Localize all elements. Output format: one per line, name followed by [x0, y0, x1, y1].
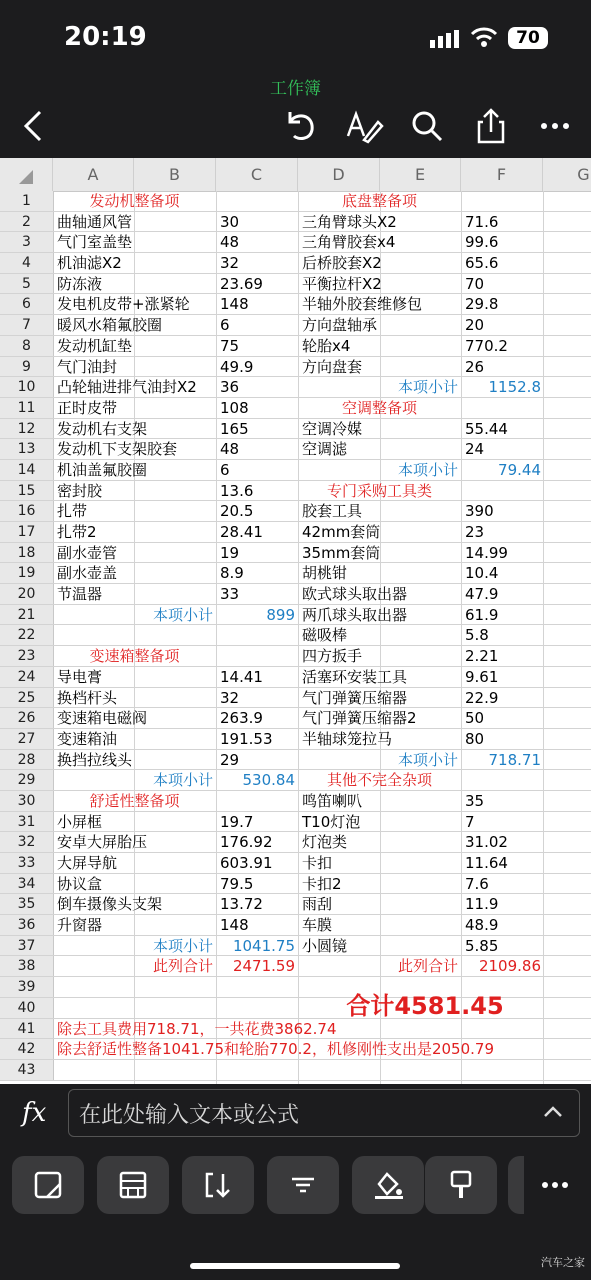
- cell-value[interactable]: 11.64: [465, 854, 508, 872]
- table-row: [53, 501, 591, 522]
- table-row: [53, 212, 591, 233]
- cell-value[interactable]: 20.5: [220, 502, 254, 521]
- table-row: [53, 460, 591, 481]
- status-bar: [0, 0, 591, 99]
- cell-value[interactable]: 5.85: [465, 936, 499, 955]
- cell-item[interactable]: 副水壶管: [57, 543, 118, 562]
- cell-item[interactable]: 暖风水箱氟胶圈: [57, 316, 163, 335]
- column-header[interactable]: G: [543, 158, 591, 191]
- table-row: [53, 584, 591, 605]
- cell-item[interactable]: 两爪球头取出器: [302, 605, 408, 624]
- row-header[interactable]: 17: [0, 522, 53, 543]
- table-row: [53, 729, 591, 750]
- column-header[interactable]: C: [216, 158, 298, 191]
- cell-item[interactable]: 专门采购工具类: [326, 481, 432, 500]
- cell-item[interactable]: 气门室盖垫: [57, 233, 133, 252]
- column-header[interactable]: F: [461, 158, 543, 191]
- cell-item[interactable]: 灯泡类: [302, 833, 348, 852]
- row-header[interactable]: 26: [0, 708, 53, 729]
- cell-value[interactable]: 390: [465, 502, 494, 521]
- cell-item[interactable]: 正时皮带: [57, 398, 118, 417]
- cell-value[interactable]: 603.91: [220, 854, 273, 872]
- column-header-row: [0, 158, 591, 192]
- cell-item[interactable]: 轮胎x4: [302, 336, 351, 355]
- cell-value[interactable]: 148: [220, 295, 249, 314]
- cell-value[interactable]: 14.41: [220, 667, 263, 686]
- cell-item[interactable]: 发电机皮带+涨紧轮: [57, 295, 190, 314]
- more-icon[interactable]: [540, 1180, 570, 1190]
- cell-value[interactable]: 7: [465, 812, 475, 831]
- cell-item[interactable]: 扎带2: [57, 523, 97, 541]
- table-row: [53, 377, 591, 398]
- row-header[interactable]: 42: [0, 1039, 53, 1060]
- row-header[interactable]: 36: [0, 915, 53, 936]
- cell-value[interactable]: 32: [220, 254, 240, 273]
- sheet-view-icon: [33, 1170, 63, 1200]
- row-header[interactable]: 19: [0, 563, 53, 584]
- formula-placeholder: 在此处输入文本或公式: [79, 1103, 300, 1128]
- chevron-up-icon[interactable]: [541, 1100, 565, 1124]
- cell-value[interactable]: 165: [220, 419, 249, 438]
- fx-icon[interactable]: fx: [22, 1098, 47, 1128]
- cell-item[interactable]: 密封胶: [57, 481, 103, 500]
- fill-color-icon: [373, 1170, 403, 1200]
- format-brush-button[interactable]: [425, 1156, 497, 1214]
- cell-value[interactable]: 9.61: [465, 667, 499, 686]
- cell-item[interactable]: 其他不完全杂项: [326, 771, 432, 790]
- table-row: [53, 625, 591, 646]
- cell-value[interactable]: 14.99: [465, 543, 508, 562]
- row-header[interactable]: 29: [0, 770, 53, 791]
- table-row: [53, 398, 591, 419]
- cell-value[interactable]: 99.6: [465, 233, 499, 252]
- cell-value[interactable]: 2471.59: [232, 957, 295, 976]
- row-header[interactable]: 40: [0, 998, 53, 1019]
- table-row: [53, 894, 591, 915]
- cell-item[interactable]: 扎带: [57, 502, 88, 521]
- cell-value[interactable]: 2109.86: [478, 957, 541, 976]
- cell-item[interactable]: 四方扳手: [302, 647, 363, 666]
- cell-item[interactable]: 换档杆头: [57, 688, 118, 707]
- cell-value[interactable]: 1152.8: [488, 378, 541, 397]
- cell-item[interactable]: 气门弹簧压缩器2: [302, 709, 417, 728]
- cell-item[interactable]: 平衡拉杆X2: [302, 274, 382, 293]
- more-icon[interactable]: [533, 104, 577, 148]
- cell-value[interactable]: 35: [465, 791, 485, 810]
- table-row: [53, 791, 591, 812]
- table-row: [53, 1019, 591, 1040]
- row-header[interactable]: 38: [0, 956, 53, 977]
- note-cell[interactable]: 除去工具费用718.71，一共花费3862.74: [57, 1019, 337, 1038]
- formula-bar: [0, 1084, 591, 1144]
- row-header[interactable]: 18: [0, 543, 53, 564]
- status-time: 20:19: [64, 22, 147, 52]
- column-header[interactable]: A: [53, 158, 134, 191]
- cell-value[interactable]: 8.9: [220, 564, 244, 583]
- cell-value[interactable]: 5.8: [465, 626, 489, 645]
- table-row: [53, 274, 591, 295]
- row-header[interactable]: 35: [0, 894, 53, 915]
- cell-item[interactable]: 本项小计: [397, 750, 458, 769]
- format-brush-icon: [446, 1170, 476, 1200]
- share-icon[interactable]: [469, 104, 513, 148]
- table-row: [53, 646, 591, 667]
- cell-item[interactable]: 胶套工具: [302, 502, 363, 521]
- cell-item[interactable]: 小圆镜: [302, 936, 348, 955]
- cell-item[interactable]: 大屏导航: [57, 854, 118, 872]
- cell-item[interactable]: 方向盘轴承: [302, 316, 378, 335]
- table-row: [53, 605, 591, 626]
- cell-item[interactable]: 副水壶盖: [57, 564, 118, 583]
- cell-value[interactable]: 47.9: [465, 585, 499, 604]
- cell-value[interactable]: 23.69: [220, 274, 263, 293]
- table-row: [53, 357, 591, 378]
- cell-item[interactable]: 三角臂胶套x4: [302, 233, 396, 252]
- table-row: [53, 522, 591, 543]
- formula-input[interactable]: [68, 1089, 580, 1137]
- table-row: [53, 853, 591, 874]
- row-header[interactable]: 37: [0, 936, 53, 957]
- fill-color-button[interactable]: [352, 1156, 424, 1214]
- pen-text-icon[interactable]: [342, 104, 386, 148]
- cell-item[interactable]: 空调滤: [302, 440, 348, 459]
- cell-value[interactable]: 32: [220, 688, 240, 707]
- cell-value[interactable]: 13.72: [220, 895, 263, 914]
- row-header-column: [0, 191, 54, 1081]
- cell-item[interactable]: 升窗器: [57, 916, 103, 935]
- table-row: [53, 543, 591, 564]
- cell-value[interactable]: 148: [220, 916, 249, 935]
- table-row: [53, 294, 591, 315]
- cell-value[interactable]: 36: [220, 378, 240, 397]
- table-row: [53, 336, 591, 357]
- sort-icon: [203, 1170, 233, 1200]
- cell-value[interactable]: 770.2: [465, 336, 508, 355]
- cell-item[interactable]: 变速箱电磁阀: [57, 709, 148, 728]
- cell-value[interactable]: 80: [465, 729, 485, 748]
- cell-item[interactable]: 发动机缸垫: [57, 336, 133, 355]
- cell-value[interactable]: 20: [465, 316, 485, 335]
- cell-item[interactable]: 三角臂球头X2: [302, 212, 397, 231]
- row-header[interactable]: 9: [0, 357, 53, 378]
- cell-value[interactable]: 191.53: [220, 729, 273, 748]
- row-header[interactable]: 39: [0, 977, 53, 998]
- row-header[interactable]: 8: [0, 336, 53, 357]
- cell-item[interactable]: 凸轮轴进排气油封X2: [57, 378, 197, 397]
- table-row: [53, 1060, 591, 1081]
- row-header[interactable]: 2: [0, 212, 53, 233]
- table-row: [53, 956, 591, 977]
- row-header[interactable]: 32: [0, 832, 53, 853]
- table-row: [53, 232, 591, 253]
- cell-item[interactable]: 协议盒: [57, 874, 103, 893]
- cell-item[interactable]: 空调整备项: [341, 398, 417, 417]
- cell-item[interactable]: 雨刮: [302, 895, 333, 914]
- table-row: [53, 812, 591, 833]
- cell-value[interactable]: 263.9: [220, 709, 263, 728]
- cell-value[interactable]: 75: [220, 336, 240, 355]
- cell-item[interactable]: 此列合计: [152, 957, 213, 976]
- cell-value[interactable]: 29: [220, 750, 240, 769]
- row-header[interactable]: 4: [0, 253, 53, 274]
- cell-item[interactable]: 本项小计: [152, 936, 213, 955]
- bottom-toolbar: [0, 1144, 591, 1280]
- cell-value[interactable]: 10.4: [465, 564, 499, 583]
- cell-value[interactable]: 530.84: [242, 771, 295, 790]
- table-row: [53, 770, 591, 791]
- cell-item[interactable]: 发动机下支架胶套: [57, 440, 178, 459]
- cell-item[interactable]: 本项小计: [397, 378, 458, 397]
- row-header[interactable]: 20: [0, 584, 53, 605]
- cell-value[interactable]: 65.6: [465, 254, 499, 273]
- cell-item[interactable]: 此列合计: [397, 957, 458, 976]
- cell-item[interactable]: 防冻液: [57, 274, 103, 293]
- row-header[interactable]: 22: [0, 625, 53, 646]
- wifi-icon: [470, 26, 498, 48]
- cell-value[interactable]: 79.5: [220, 874, 254, 893]
- grand-total-cell[interactable]: 合计4581.45: [346, 992, 504, 1020]
- cell-item[interactable]: 导电膏: [57, 667, 103, 686]
- cell-value[interactable]: 176.92: [220, 833, 273, 852]
- cell-value[interactable]: 26: [465, 357, 485, 376]
- cell-item[interactable]: 欧式球头取出器: [302, 585, 408, 604]
- cell-item[interactable]: 变速箱油: [57, 729, 118, 748]
- cell-item[interactable]: T10灯泡: [302, 812, 361, 831]
- cell-value[interactable]: 1041.75: [232, 936, 295, 955]
- cell-item[interactable]: 活塞环安装工具: [302, 667, 408, 686]
- cell-value[interactable]: 6: [220, 316, 230, 335]
- cell-item[interactable]: 气门弹簧压缩器: [302, 688, 408, 707]
- partial-button: [508, 1156, 524, 1214]
- table-row: [53, 708, 591, 729]
- cell-item[interactable]: 机油滤X2: [57, 254, 122, 273]
- cell-item[interactable]: 机油盖氟胶圈: [57, 460, 148, 479]
- cell-item[interactable]: 安卓大屏胎压: [57, 833, 148, 852]
- cell-value[interactable]: 108: [220, 398, 249, 417]
- cell-grid[interactable]: [53, 191, 591, 1081]
- cell-item[interactable]: 倒车摄像头支架: [57, 895, 163, 914]
- cell-value[interactable]: 13.6: [220, 481, 254, 500]
- sheet-view-button[interactable]: [12, 1156, 84, 1214]
- table-row: [53, 315, 591, 336]
- row-header[interactable]: 23: [0, 646, 53, 667]
- cell-value[interactable]: 48: [220, 233, 240, 252]
- table-format-icon: [118, 1170, 148, 1200]
- undo-icon[interactable]: [278, 104, 322, 148]
- row-header[interactable]: 11: [0, 398, 53, 419]
- row-header[interactable]: 25: [0, 688, 53, 709]
- cell-value[interactable]: 19.7: [220, 812, 254, 831]
- table-row: [53, 439, 591, 460]
- table-format-button[interactable]: [97, 1156, 169, 1214]
- cell-value[interactable]: 30: [220, 212, 240, 231]
- home-indicator[interactable]: [190, 1263, 400, 1269]
- cell-value[interactable]: 2.21: [465, 647, 499, 666]
- cell-item[interactable]: 舒适性整备项: [89, 791, 180, 810]
- search-icon[interactable]: [405, 104, 449, 148]
- row-header[interactable]: 14: [0, 460, 53, 481]
- row-header[interactable]: 7: [0, 315, 53, 336]
- table-row: [53, 915, 591, 936]
- table-row: [53, 688, 591, 709]
- note-cell[interactable]: 除去舒适性整备1041.75和轮胎770.2，机修刚性支出是2050.79: [57, 1040, 495, 1059]
- table-row: [53, 419, 591, 440]
- cellular-signal-icon: [430, 30, 460, 48]
- cell-value[interactable]: 48.9: [465, 916, 499, 935]
- cell-item[interactable]: 卡扣: [302, 854, 333, 872]
- cell-item[interactable]: 方向盘套: [302, 357, 363, 376]
- cell-value[interactable]: 24: [465, 440, 485, 459]
- row-header[interactable]: 24: [0, 667, 53, 688]
- cell-value[interactable]: 6: [220, 460, 230, 479]
- cell-value[interactable]: 718.71: [488, 750, 541, 769]
- cell-item[interactable]: 曲轴通风管: [57, 212, 133, 231]
- cell-item[interactable]: 本项小计: [397, 460, 458, 479]
- cell-item[interactable]: 车膜: [302, 916, 333, 935]
- row-header[interactable]: 43: [0, 1060, 53, 1081]
- battery-indicator: 70: [508, 27, 548, 49]
- cell-item[interactable]: 胡桃钳: [302, 564, 348, 583]
- cell-value[interactable]: 48: [220, 440, 240, 459]
- workbook-title: 工作簿: [270, 79, 321, 99]
- row-header[interactable]: 6: [0, 294, 53, 315]
- cell-item[interactable]: 换挡拉线头: [57, 750, 133, 769]
- cell-item[interactable]: 半轴球笼拉马: [302, 729, 393, 748]
- sort-button[interactable]: [182, 1156, 254, 1214]
- cell-value[interactable]: 19: [220, 543, 240, 562]
- cell-value[interactable]: 28.41: [220, 523, 263, 541]
- row-header[interactable]: 12: [0, 419, 53, 440]
- cell-value[interactable]: 23: [465, 523, 485, 541]
- row-header[interactable]: 5: [0, 274, 53, 295]
- cell-item[interactable]: 气门油封: [57, 357, 118, 376]
- watermark: 汽车之家: [541, 1256, 585, 1269]
- cell-item[interactable]: 变速箱整备项: [89, 647, 180, 666]
- cell-item[interactable]: 发动机整备项: [89, 192, 180, 210]
- cell-value[interactable]: 29.8: [465, 295, 499, 314]
- cell-value[interactable]: 22.9: [465, 688, 499, 707]
- cell-item[interactable]: 磁吸棒: [302, 626, 348, 645]
- row-header[interactable]: 27: [0, 729, 53, 750]
- cell-item[interactable]: 小屏框: [57, 812, 103, 831]
- cell-item[interactable]: 发动机右支架: [57, 419, 148, 438]
- row-header[interactable]: 13: [0, 439, 53, 460]
- cell-item[interactable]: 空调冷媒: [302, 419, 363, 438]
- cell-value[interactable]: 7.6: [465, 874, 489, 893]
- cell-value[interactable]: 50: [465, 709, 485, 728]
- cell-value[interactable]: 11.9: [465, 895, 499, 914]
- cell-item[interactable]: 节温器: [57, 585, 103, 604]
- row-header[interactable]: 21: [0, 605, 53, 626]
- cell-item[interactable]: 后桥胶套X2: [302, 254, 382, 273]
- table-row: [53, 667, 591, 688]
- cell-value[interactable]: 31.02: [465, 833, 508, 852]
- row-header[interactable]: 15: [0, 481, 53, 502]
- cell-item[interactable]: 本项小计: [152, 605, 213, 624]
- cell-item[interactable]: 42mm套筒: [302, 523, 381, 541]
- cell-value[interactable]: 61.9: [465, 605, 499, 624]
- row-header[interactable]: 1: [0, 191, 53, 212]
- table-row: [53, 936, 591, 957]
- table-row: [53, 191, 591, 212]
- column-header[interactable]: E: [380, 158, 461, 191]
- cell-value[interactable]: 899: [266, 605, 295, 624]
- cell-value[interactable]: 70: [465, 274, 485, 293]
- row-header[interactable]: 3: [0, 232, 53, 253]
- table-row: [53, 832, 591, 853]
- table-row: [53, 481, 591, 502]
- cell-value[interactable]: 71.6: [465, 212, 499, 231]
- row-header[interactable]: 30: [0, 791, 53, 812]
- cell-value[interactable]: 33: [220, 585, 240, 604]
- column-header[interactable]: D: [298, 158, 380, 191]
- cell-item[interactable]: 本项小计: [152, 771, 213, 790]
- row-header[interactable]: 34: [0, 874, 53, 895]
- row-header[interactable]: 28: [0, 750, 53, 771]
- row-header[interactable]: 16: [0, 501, 53, 522]
- cell-item[interactable]: 卡扣2: [302, 874, 342, 893]
- table-row: [53, 563, 591, 584]
- spreadsheet[interactable]: [0, 158, 591, 1084]
- select-all-corner[interactable]: [0, 158, 53, 191]
- table-row: [53, 1039, 591, 1060]
- cell-item[interactable]: 半轴外胶套维修包: [302, 295, 423, 314]
- cell-item[interactable]: 底盘整备项: [341, 192, 417, 210]
- cell-item[interactable]: 35mm套筒: [302, 543, 381, 562]
- filter-icon: [288, 1170, 318, 1200]
- back-chevron-icon[interactable]: [12, 104, 56, 148]
- column-header[interactable]: B: [134, 158, 216, 191]
- cell-value[interactable]: 49.9: [220, 357, 254, 376]
- table-row: [53, 750, 591, 771]
- cell-value[interactable]: 79.44: [498, 460, 541, 479]
- table-row: [53, 874, 591, 895]
- table-row: [53, 253, 591, 274]
- row-header[interactable]: 33: [0, 853, 53, 874]
- row-header[interactable]: 31: [0, 812, 53, 833]
- filter-button[interactable]: [267, 1156, 339, 1214]
- cell-value[interactable]: 55.44: [465, 419, 508, 438]
- row-header[interactable]: 10: [0, 377, 53, 398]
- row-header[interactable]: 41: [0, 1019, 53, 1040]
- cell-item[interactable]: 鸣笛喇叭: [302, 791, 363, 810]
